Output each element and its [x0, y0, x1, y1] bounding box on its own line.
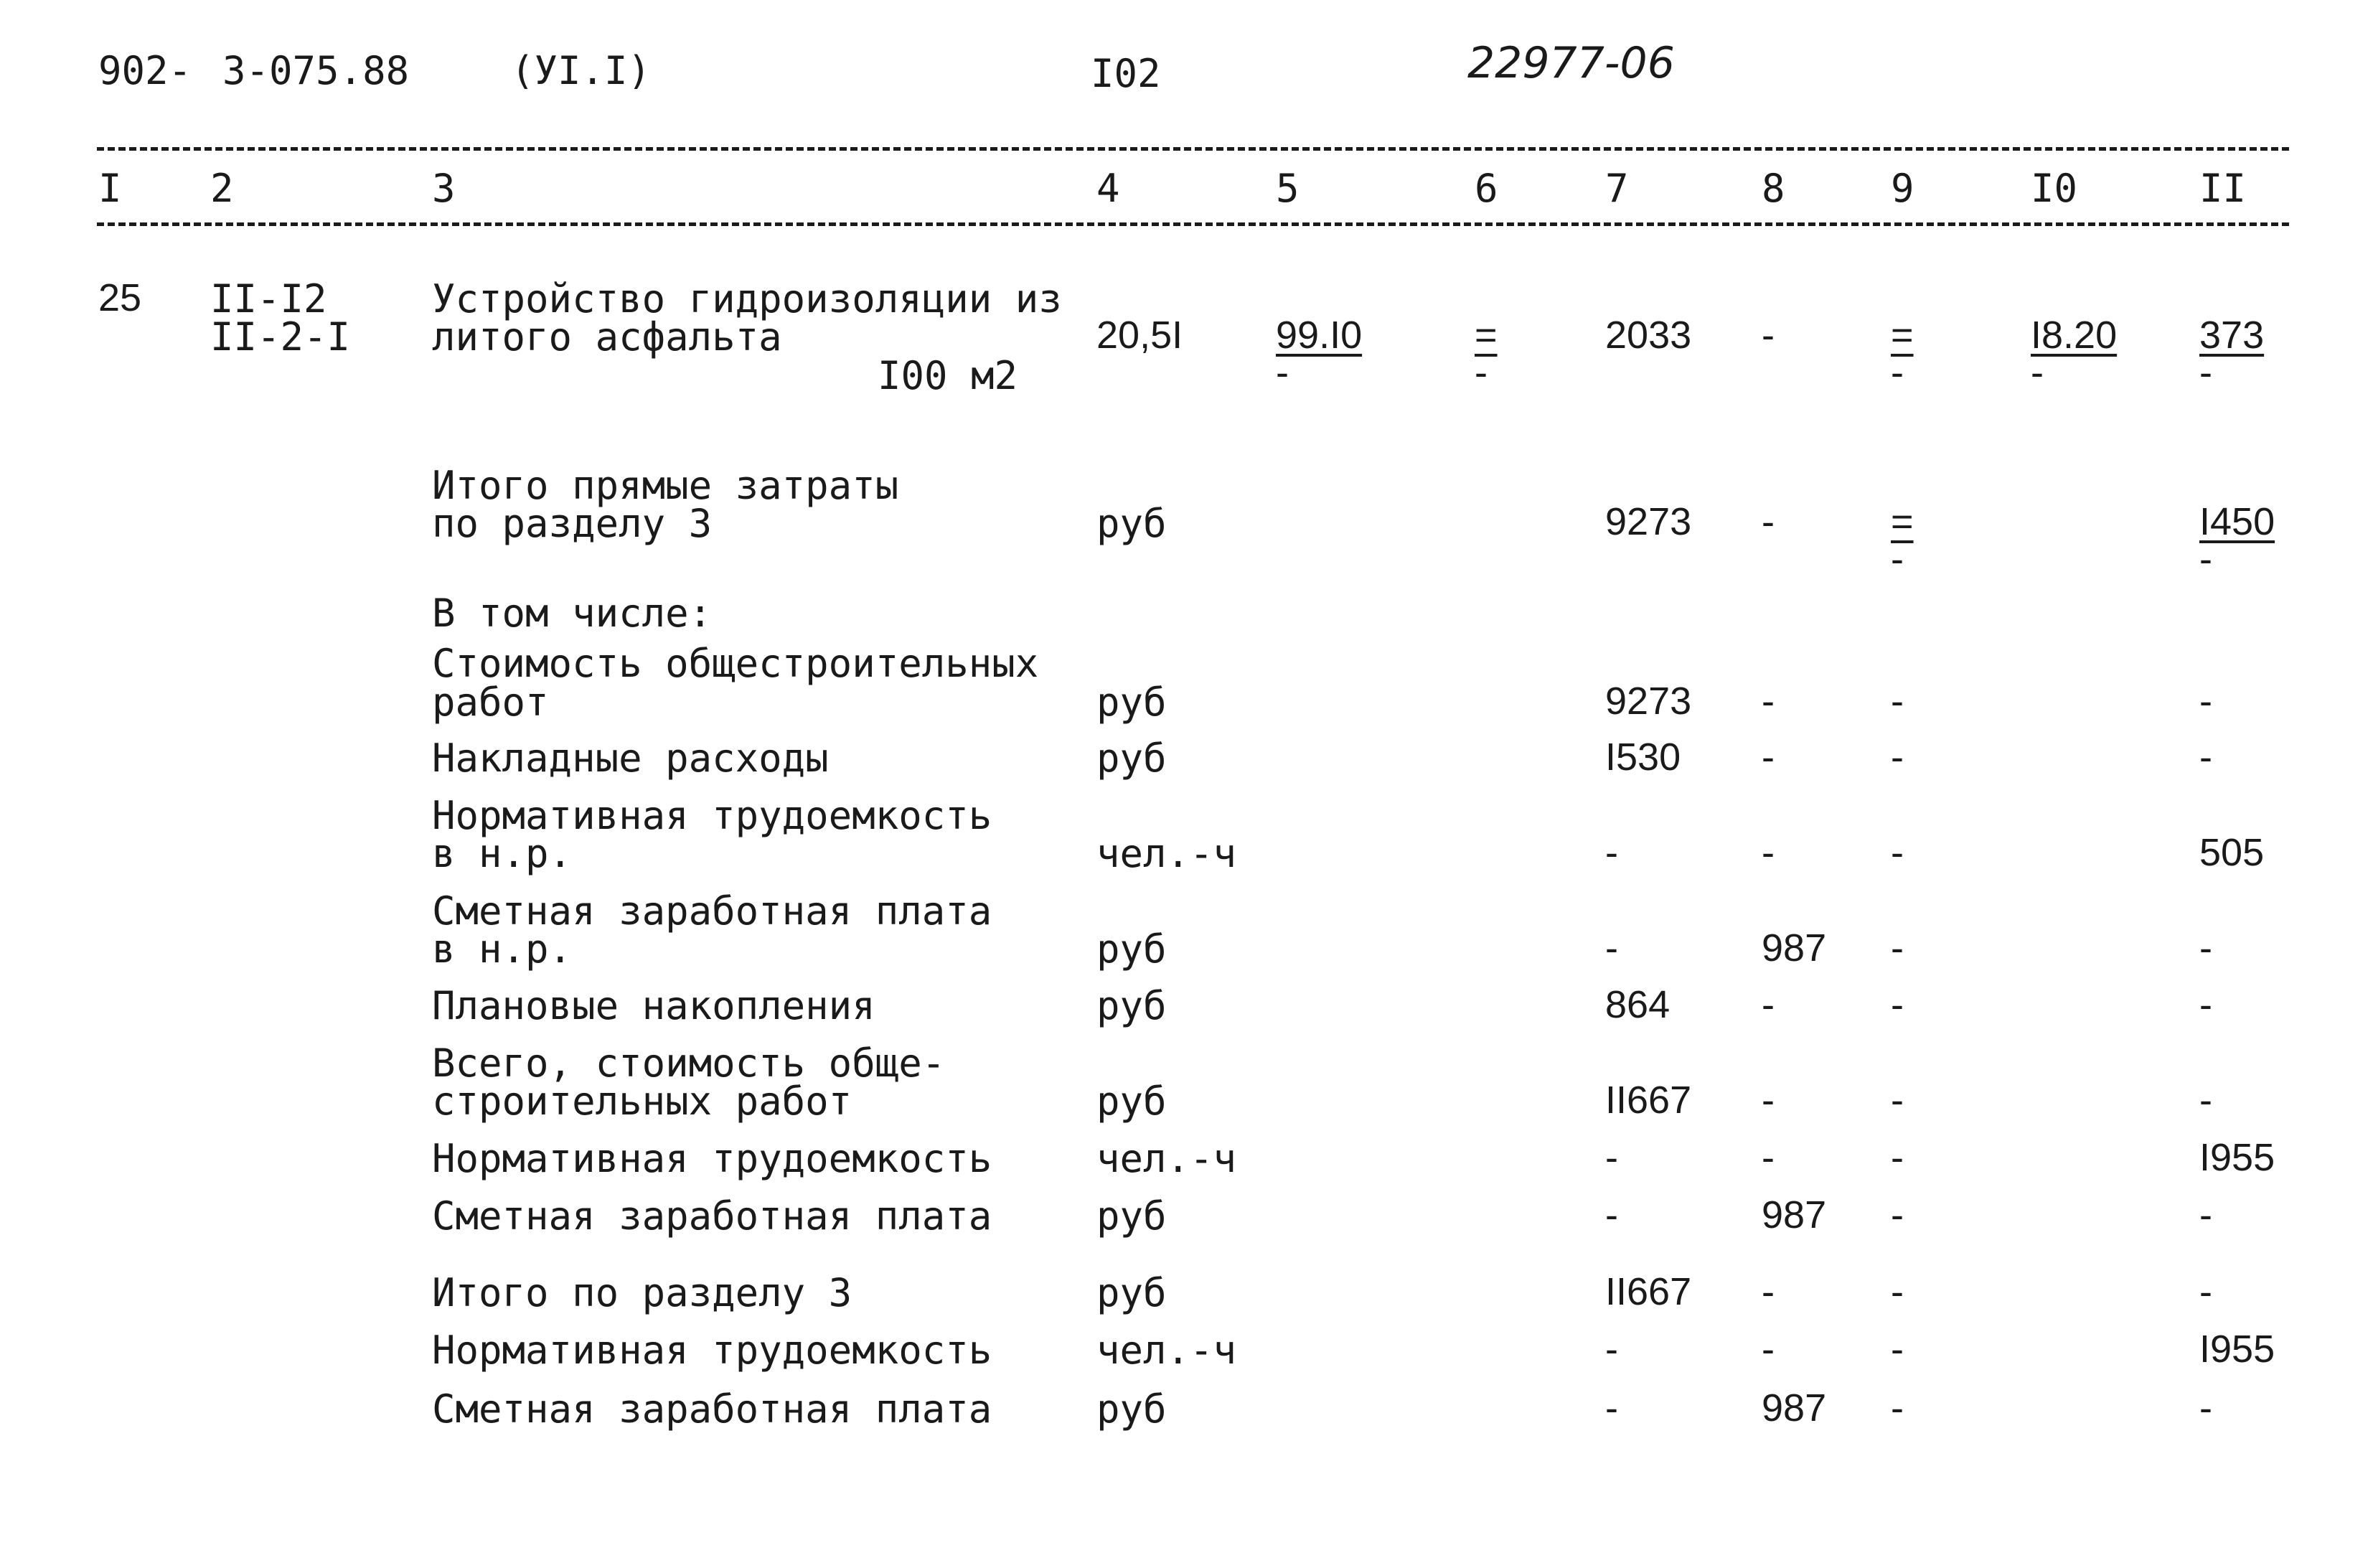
- item-col5-sub: -: [1276, 351, 1289, 394]
- row-c7-value: -: [1605, 1386, 1618, 1429]
- row-c7-value: -: [1605, 1328, 1618, 1371]
- item-col6-sub: -: [1475, 351, 1488, 394]
- including-label: В том числе:: [432, 591, 713, 636]
- row-c11-value: -: [2199, 680, 2212, 723]
- row-c9-value: -: [1891, 736, 1904, 779]
- column-header-4: 4: [1096, 166, 1120, 211]
- page-number: I02: [1091, 51, 1161, 96]
- row-c7-value: -: [1605, 1193, 1618, 1236]
- handwritten-stamp-number: 22977-06: [1467, 38, 1675, 88]
- item-number: 25: [98, 276, 142, 319]
- row-c9-value: -: [1891, 1079, 1904, 1122]
- row-c11-value: -: [2199, 926, 2212, 970]
- row-c7-value: 864: [1605, 983, 1671, 1026]
- volume-label: (УI.I): [511, 48, 652, 93]
- row-c7-value: -: [1605, 1136, 1618, 1179]
- row-unit-value: руб: [1096, 1386, 1167, 1432]
- row-c7-value: 9273: [1605, 680, 1692, 723]
- row-c8-value: -: [1762, 983, 1775, 1026]
- row-c8-value: -: [1762, 1136, 1775, 1179]
- row-c11-value: -: [2199, 983, 2212, 1026]
- row-label-line-1: Нормативная трудоемкость: [432, 1136, 992, 1181]
- total-direct-col9: =: [1891, 500, 1914, 543]
- row-c9-value: -: [1891, 680, 1904, 723]
- row-unit-value: руб: [1096, 926, 1167, 972]
- row-unit-value: руб: [1096, 680, 1167, 725]
- row-c7-value: -: [1605, 831, 1618, 874]
- item-col7-value: 2033: [1605, 314, 1692, 357]
- row-unit-value: руб: [1096, 736, 1167, 781]
- row-c8-value: 987: [1762, 1193, 1827, 1236]
- row-label-line-2: в н.р.: [432, 926, 573, 972]
- row-label-line-1: Накладные расходы: [432, 736, 829, 781]
- row-c8-value: -: [1762, 831, 1775, 874]
- item-name-line-1: Устройство гидроизоляции из: [432, 276, 1062, 321]
- item-col8-value: -: [1762, 314, 1775, 357]
- row-unit-value: чел.-ч: [1096, 831, 1237, 876]
- row-unit-value: чел.-ч: [1096, 1328, 1237, 1373]
- row-c8-value: -: [1762, 736, 1775, 779]
- row-c9-value: -: [1891, 1193, 1904, 1236]
- row-c11-value: -: [2199, 1079, 2212, 1122]
- row-label-line-1: Плановые накопления: [432, 983, 875, 1028]
- row-label-line-2: в н.р.: [432, 831, 573, 876]
- item-col9-value: =: [1891, 314, 1914, 357]
- row-unit-value: руб: [1096, 983, 1167, 1028]
- row-label-line-1: Сметная заработная плата: [432, 888, 992, 934]
- row-c7-value: I530: [1605, 736, 1681, 779]
- row-c9-value: -: [1891, 1386, 1904, 1429]
- column-header-3: 3: [432, 166, 456, 211]
- item-unit-note: I00 м2: [878, 353, 1018, 398]
- total-direct-label-1: Итого прямые затраты: [432, 463, 899, 508]
- column-header-9: 9: [1891, 166, 1914, 211]
- row-c11-value: I955: [2199, 1136, 2275, 1179]
- row-label-line-1: Сметная заработная плата: [432, 1193, 992, 1239]
- row-label-line-1: Всего, стоимость обще-: [432, 1041, 946, 1086]
- item-col5-value: 99.I0: [1276, 314, 1363, 357]
- row-label-line-2: строительных работ: [432, 1079, 852, 1124]
- item-code-2: II-2-I: [210, 314, 351, 360]
- row-c11-value: -: [2199, 1193, 2212, 1236]
- column-header-11: II: [2199, 166, 2247, 211]
- row-label-line-1: Нормативная трудоемкость: [432, 1328, 992, 1373]
- column-header-5: 5: [1276, 166, 1300, 211]
- column-header-2: 2: [210, 166, 234, 211]
- row-c11-value: -: [2199, 1270, 2212, 1313]
- row-c9-value: -: [1891, 1136, 1904, 1179]
- row-c9-value: -: [1891, 1270, 1904, 1313]
- column-header-1: I: [98, 166, 122, 211]
- row-label-line-1: Стоимость общестроительных: [432, 641, 1039, 686]
- column-header-7: 7: [1605, 166, 1629, 211]
- row-c9-value: -: [1891, 983, 1904, 1026]
- row-c11-value: I955: [2199, 1328, 2275, 1371]
- row-c8-value: 987: [1762, 926, 1827, 970]
- total-direct-col8: -: [1762, 500, 1775, 543]
- header-bottom-rule: [97, 222, 2289, 226]
- item-col10-sub: -: [2031, 351, 2044, 394]
- item-col9-sub: -: [1891, 351, 1904, 394]
- total-direct-label-2: по разделу 3: [432, 501, 713, 546]
- row-c8-value: -: [1762, 1079, 1775, 1122]
- row-c8-value: 987: [1762, 1386, 1827, 1429]
- row-c7-value: -: [1605, 926, 1618, 970]
- header-top-rule: [97, 147, 2289, 151]
- row-c9-value: -: [1891, 926, 1904, 970]
- total-direct-col9-sub: -: [1891, 537, 1904, 581]
- item-col11-value: 373: [2199, 314, 2265, 357]
- row-c8-value: -: [1762, 1328, 1775, 1371]
- row-c7-value: II667: [1605, 1079, 1692, 1122]
- row-unit-value: руб: [1096, 1270, 1167, 1315]
- total-direct-col11-sub: -: [2199, 537, 2212, 581]
- row-label-line-1: Нормативная трудоемкость: [432, 793, 992, 838]
- row-c9-value: -: [1891, 1328, 1904, 1371]
- row-label-line-1: Итого по разделу 3: [432, 1270, 852, 1315]
- total-direct-unit: руб: [1096, 501, 1167, 546]
- row-c7-value: II667: [1605, 1270, 1692, 1313]
- row-c8-value: -: [1762, 680, 1775, 723]
- row-unit-value: руб: [1096, 1079, 1167, 1124]
- project-number: 3-075.88: [222, 48, 410, 93]
- total-direct-col7: 9273: [1605, 500, 1692, 543]
- item-col10-value: I8.20: [2031, 314, 2118, 357]
- row-c8-value: -: [1762, 1270, 1775, 1313]
- item-quantity: 20,5I: [1096, 314, 1183, 357]
- row-c11-value: -: [2199, 1386, 2212, 1429]
- row-unit-value: чел.-ч: [1096, 1136, 1237, 1181]
- row-label-line-2: работ: [432, 680, 549, 725]
- doc-code: 902-: [98, 48, 192, 93]
- item-code-1: II-I2: [210, 276, 327, 321]
- item-name-line-2: литого асфальта: [432, 314, 782, 360]
- column-header-8: 8: [1762, 166, 1785, 211]
- row-label-line-1: Сметная заработная плата: [432, 1386, 992, 1432]
- column-header-6: 6: [1475, 166, 1498, 211]
- row-c9-value: -: [1891, 831, 1904, 874]
- total-direct-col11: I450: [2199, 500, 2275, 543]
- row-c11-value: -: [2199, 736, 2212, 779]
- item-col11-sub: -: [2199, 351, 2212, 394]
- row-c11-value: 505: [2199, 831, 2265, 874]
- item-col6-value: =: [1475, 314, 1498, 357]
- row-unit-value: руб: [1096, 1193, 1167, 1239]
- column-header-10: I0: [2031, 166, 2078, 211]
